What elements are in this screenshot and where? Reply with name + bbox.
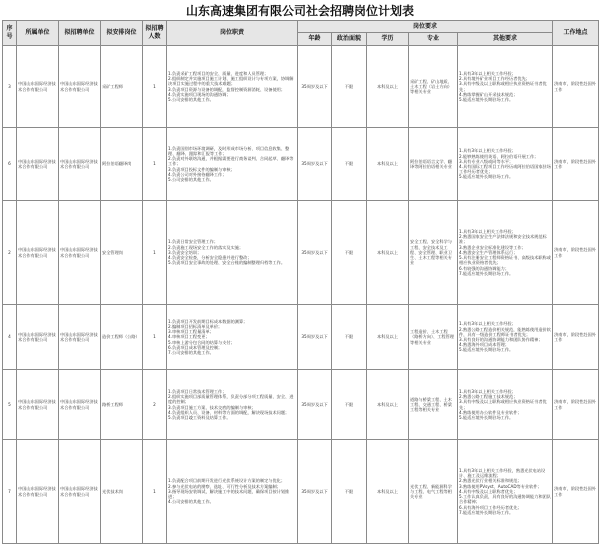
cell-seq: 2 [3, 201, 17, 305]
cell-other: 1.具有3年以上相关工作经验； 2.熟悉公路工程造价相关规范，能熟练使用造价软件，具有一级造价工程师证书者优先； 3.具有良好的沟通协调能力和团队协作精神； 4.熟悉海外项目成本管理； 5.能适应境外长期驻场工作。 [458, 305, 553, 370]
cell-duties: 1.负责项目开发前期目标成本数据的测算； 2.编制项目招标清单及单价； 3.审核项目工程量清单； 4.审核项目工程变更； 5.审核上游分包合同的结算与支付； 6.负责项目成本管理及控制； 7.公司安排的其他工作。 [167, 305, 298, 370]
cell-politics: 不限 [332, 440, 367, 544]
cell-seq: 3 [3, 46, 17, 128]
cell-politics: 不限 [332, 370, 367, 440]
table-row [3, 440, 599, 544]
header-position: 拟安排岗位 [101, 21, 143, 46]
header-education: 学历 [367, 33, 409, 46]
cell-unit: 中国山东国际经济技术合作有限公司 [17, 128, 59, 201]
cell-other: 1.具有3年以上相关工作经验； 2.熟悉国家安全生产法律法规和安全技术规范标准； 3.熟悉企业安全标准化建设等工作； 4.熟悉安全生产管理体系运行； 5.具有注册安全工程师资格证书、高级技术职称或相应执业资格者优先； 6.有较强的沟通协调能力； 7.能适应境外长期驻场工作。 [458, 201, 553, 305]
recruitment-plan-table [2, 20, 599, 544]
cell-age: 35周岁及以下 [298, 305, 332, 370]
cell-seq: 6 [3, 128, 17, 201]
cell-major: 阿拉伯语语言文学、翻译等阿拉伯语相关专业 [409, 128, 458, 201]
cell-count: 1 [143, 305, 167, 370]
cell-politics: 不限 [332, 201, 367, 305]
cell-seq: 4 [3, 305, 17, 370]
cell-major: 道路与桥梁工程、土木工程、交通工程、桥梁工程等相关专业 [409, 370, 458, 440]
cell-age: 35周岁及以下 [298, 370, 332, 440]
cell-duties: 1.负责国别市场环境调研，及时形成市场分析、项目信息收集、整理、翻译、跟踪和汇报等工作； 2.负责对外联络沟通，并根据需要进行商务谈判、合同起草、翻译等工作； 3.负责项目投标文件的编制与审核； 4.负责公司对外接待翻译工作； 5.公司安排的其他工作。 [167, 128, 298, 201]
header-requirements: 岗位要求 [298, 21, 553, 33]
cell-position: 采矿工程师 [101, 46, 143, 128]
header-duties: 岗位职责 [167, 21, 298, 46]
header-major: 专业 [409, 33, 458, 46]
header-seq: 序号 [3, 21, 17, 46]
cell-age: 35周岁及以下 [298, 128, 332, 201]
cell-hiring-unit: 中国山东国际经济技术合作有限公司 [59, 370, 101, 440]
table-row [3, 128, 599, 201]
header-count: 拟招聘人数 [143, 21, 167, 46]
cell-hiring-unit: 中国山东国际经济技术合作有限公司 [59, 46, 101, 128]
cell-unit: 中国山东国际经济技术合作有限公司 [17, 370, 59, 440]
cell-other: 1.具有3年以上相关工作经验； 2.熟悉公路工程施工技术规范； 3.具有中级及以上职称或相应执业资格证书者优先； 4.熟练使用办公软件及专业软件； 5.能适应境外长期驻场工作。 [458, 370, 553, 440]
cell-hiring-unit: 中国山东国际经济技术合作有限公司 [59, 440, 101, 544]
cell-politics: 不限 [332, 128, 367, 201]
cell-other: 1.具有3年以上相关工作经验； 2.能够熟练使用英语、阿拉伯语开展工作； 3.具有专业八级或同等水平； 4.具有国际工程项目工作经历或阿拉伯语国家驻场工作经历者优先； 5.能适应境外长期驻场工作。 [458, 128, 553, 201]
cell-count: 2 [143, 370, 167, 440]
cell-hiring-unit: 中国山东国际经济技术合作有限公司 [59, 305, 101, 370]
cell-duties: 1.负责项目日常技术管理工作； 2.组织实施项目部质量管理体系，负责分部分项工程质量、安全、进度的控制； 3.负责项目施工方案、技术交底的编制与审核； 4.负责组织人员、设备、材料等方面的调配，解决现场技术问题； 5.负责项目竣工资料及结算工作。 [167, 370, 298, 440]
header-hiring-unit: 拟招聘单位 [59, 21, 101, 46]
cell-count: 1 [143, 128, 167, 201]
cell-age: 35周岁及以下 [298, 440, 332, 544]
header-age: 年龄 [298, 33, 332, 46]
cell-unit: 中国山东国际经济技术合作有限公司 [17, 440, 59, 544]
cell-education: 本科及以上 [367, 201, 409, 305]
cell-other: 1.具有3年以上相关工作经验； 2.具有境外矿业项目工作经历者优先； 3.具有中级及以上职称或相应执业资格证书者优先； 4.熟练掌握矿山开采技术规范； 5.能适应境外长期驻场工作。 [458, 46, 553, 128]
cell-duties: 1.负责采矿工程项目的安全、质量、进度和人员管理； 2.组织制定并实施项目施工计划、施工组织设计与专项方案，协调解决项目实施过程中的重大技术难题； 3.负责项目资源与设备的调配，监督控制资源消耗、设备使用； 4.负责实施项目现场的沟通协调； 5.公司安排的其他工作。 [167, 46, 298, 128]
cell-location: 济南市，阶段性赴国外工作 [553, 370, 599, 440]
cell-major: 安全工程、安全科学与工程、安全技术及工程、安全管理、职业卫生、土木工程等相关专业 [409, 201, 458, 305]
cell-education: 本科及以上 [367, 305, 409, 370]
cell-education: 本科及以上 [367, 46, 409, 128]
cell-unit: 中国山东国际经济技术合作有限公司 [17, 201, 59, 305]
cell-politics: 不限 [332, 46, 367, 128]
cell-unit: 中国山东国际经济技术合作有限公司 [17, 305, 59, 370]
cell-seq: 5 [3, 370, 17, 440]
cell-duties: 1.负责配合项目前期开发进行光伏系统设计方案的制定与优化； 2.参与光伏电站的勘察、选址、可行性分析及技术方案编制； 3.指导现场安装调试，解决施工中的技术问题，确保项目按计划推进； 4.公司安排的其他工作。 [167, 440, 298, 544]
cell-hiring-unit: 中国山东国际经济技术合作有限公司 [59, 201, 101, 305]
cell-duties: 1.负责日常安全管理工作； 2.负责施工现场安全工作的落实及实施； 3.负责安全培训； 4.负责安全检查，分析安全隐患并进行整改； 5.负责项目安全事故的处理、安全台账的编制整理归档等工作。 [167, 201, 298, 305]
header-politics: 政治面貌 [332, 33, 367, 46]
document-title: 山东高速集团有限公司社会招聘岗位计划表 [185, 4, 414, 18]
table-row [3, 305, 599, 370]
cell-position: 路桥工程师 [101, 370, 143, 440]
table-row [3, 370, 599, 440]
cell-count: 1 [143, 440, 167, 544]
cell-education: 本科及以上 [367, 128, 409, 201]
cell-location: 济南市，阶段性赴国外工作 [553, 128, 599, 201]
table-row [3, 46, 599, 128]
cell-major: 工程造价、土木工程（路桥方向）、工程管理等相关专业 [409, 305, 458, 370]
cell-age: 35周岁及以下 [298, 201, 332, 305]
cell-other: 1.具有3年以上相关工作经验，熟悉光伏电站设计、施工及运维流程； 2.熟悉光伏行业相关标准和规范； 3.熟练使用PVsyst、AutoCAD等专业软件； 4.具有中级及以上职称者优先； 5.工作认真负责，具有良好的沟通协调能力和团队合作精神； 6.具有海外项目工作经历者优先； 7.能适应境外长期驻场工作。 [458, 440, 553, 544]
cell-politics: 不限 [332, 305, 367, 370]
cell-seq: 7 [3, 440, 17, 544]
cell-age: 35周岁及以下 [298, 46, 332, 128]
header-other: 其他要求 [458, 33, 553, 46]
cell-position: 造价工程师（公路） [101, 305, 143, 370]
cell-education: 本科及以上 [367, 440, 409, 544]
cell-location: 济南市，阶段性赴国外工作 [553, 440, 599, 544]
header-location: 工作地点 [553, 21, 599, 46]
table-row [3, 201, 599, 305]
cell-count: 1 [143, 46, 167, 128]
cell-hiring-unit: 中国山东国际经济技术合作有限公司 [59, 128, 101, 201]
cell-count: 1 [143, 201, 167, 305]
cell-position: 阿拉伯语翻译岗 [101, 128, 143, 201]
header-unit: 所属单位 [17, 21, 59, 46]
cell-location: 济南市，阶段性赴国外工作 [553, 46, 599, 128]
cell-education: 本科及以上 [367, 370, 409, 440]
cell-major: 光伏工程、新能源科学与工程、电气工程等相关专业 [409, 440, 458, 544]
cell-location: 济南市，阶段性赴国外工作 [553, 201, 599, 305]
cell-major: 采矿工程、矿山地质、土木工程（岩土方向）等相关专业 [409, 46, 458, 128]
cell-location: 济南市，阶段性赴国外工作 [553, 305, 599, 370]
cell-position: 安全管理岗 [101, 201, 143, 305]
cell-position: 光伏技术岗 [101, 440, 143, 544]
cell-unit: 中国山东国际经济技术合作有限公司 [17, 46, 59, 128]
